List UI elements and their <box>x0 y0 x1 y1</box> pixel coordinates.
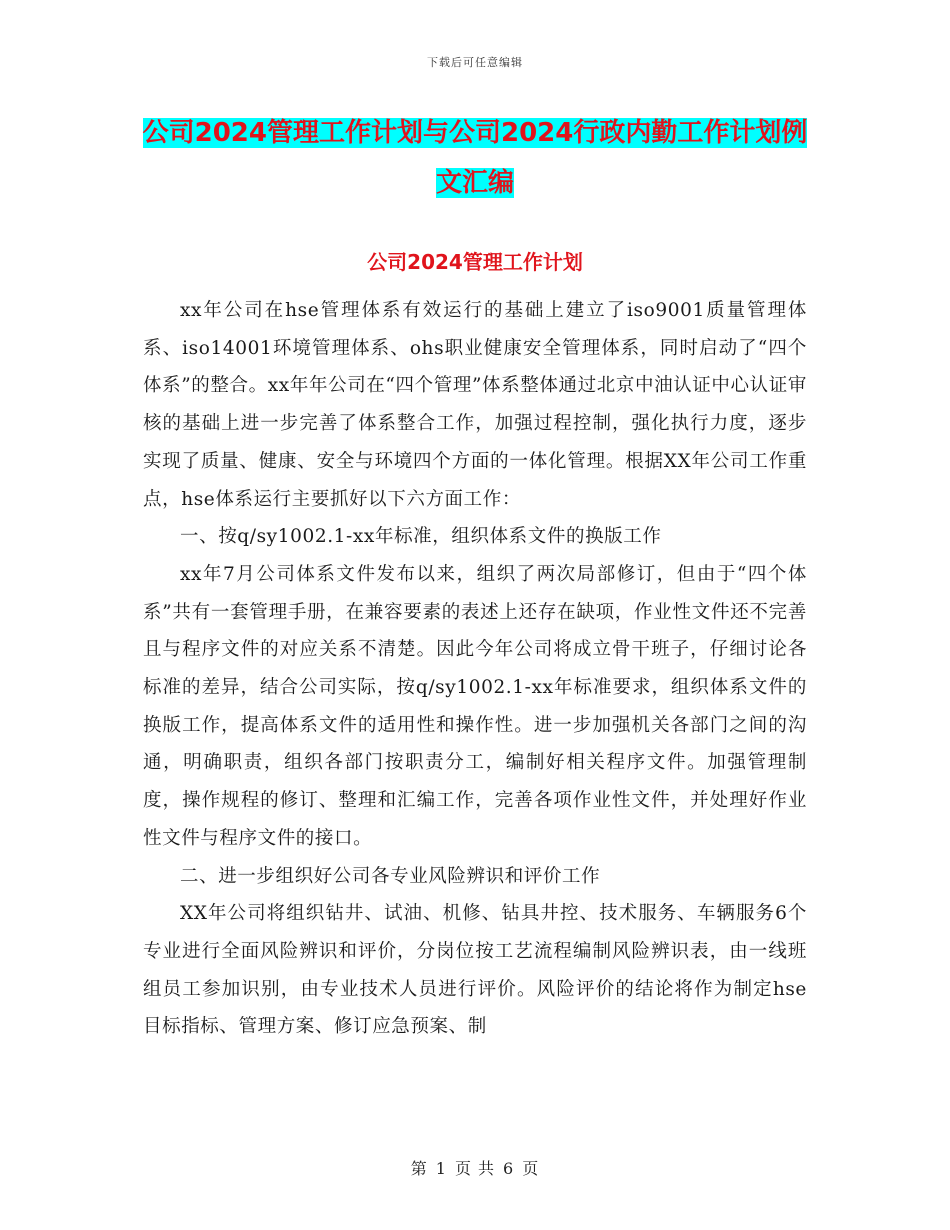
paragraph: XX年公司将组织钻井、试油、机修、钻具井控、技术服务、车辆服务6个专业进行全面风险辨识和评价，分岗位按工艺流程编制风险辨识表，由一线班组员工参加识别，由专业技术人员进行评价。风险评价的结论将作为制定hse目标指标、管理方案、修订应急预案、制 <box>143 903 807 1038</box>
paragraph: xx年7月公司体系文件发布以来，组织了两次局部修订，但由于“四个体系”共有一套管理手册，在兼容要素的表述上还存在缺项，作业性文件还不完善且与程序文件的对应关系不清楚。因此今年公司将成立骨干班子，仔细讨论各标准的差异，结合公司实际，按q/sy1002.1-xx年标准要求，组织体系文件的换版工作，提高体系文件的适用性和操作性。进一步加强机关各部门之间的沟通，明确职责，组织各部门按职责分工，编制好相关程序文件。加强管理制度，操作规程的修订、整理和汇编工作，完善各项作业性文件，并处理好作业性文件与程序文件的接口。 <box>143 563 807 849</box>
document-title-text: 公司2024管理工作计划与公司2024行政内勤工作计划例文汇编 <box>142 118 808 198</box>
header-note: 下载后可任意编辑 <box>427 56 523 69</box>
paragraph-heading: 二、进一步组织好公司各专业风险辨识和评价工作 <box>180 865 601 887</box>
page-label-prefix: 第 <box>410 1159 428 1178</box>
page-current: 1 <box>435 1159 447 1178</box>
paragraph: xx年公司在hse管理体系有效运行的基础上建立了iso9001质量管理体系、iso14001环境管理体系、ohs职业健康安全管理体系，同时启动了“四个体系”的整合。xx年年公司在“四个管理”体系整体通过北京中油认证中心认证审核的基础上进一步完善了体系整合工作，加强过程控制，强化执行力度，逐步实现了质量、健康、安全与环境四个方面的一体化管理。根据XX年公司工作重点，hse体系运行主要抓好以下六方面工作： <box>143 300 807 510</box>
page-total: 6 <box>503 1159 515 1178</box>
paragraph-heading: 一、按q/sy1002.1-xx年标准，组织体系文件的换版工作 <box>180 526 662 548</box>
document-title <box>140 108 810 208</box>
section-title: 公司2024管理工作计划 <box>367 250 583 274</box>
document-body <box>143 292 807 1046</box>
page-number <box>0 1156 950 1179</box>
page-label-suffix: 页 <box>522 1159 540 1178</box>
page-label-mid: 页 共 <box>454 1159 496 1178</box>
